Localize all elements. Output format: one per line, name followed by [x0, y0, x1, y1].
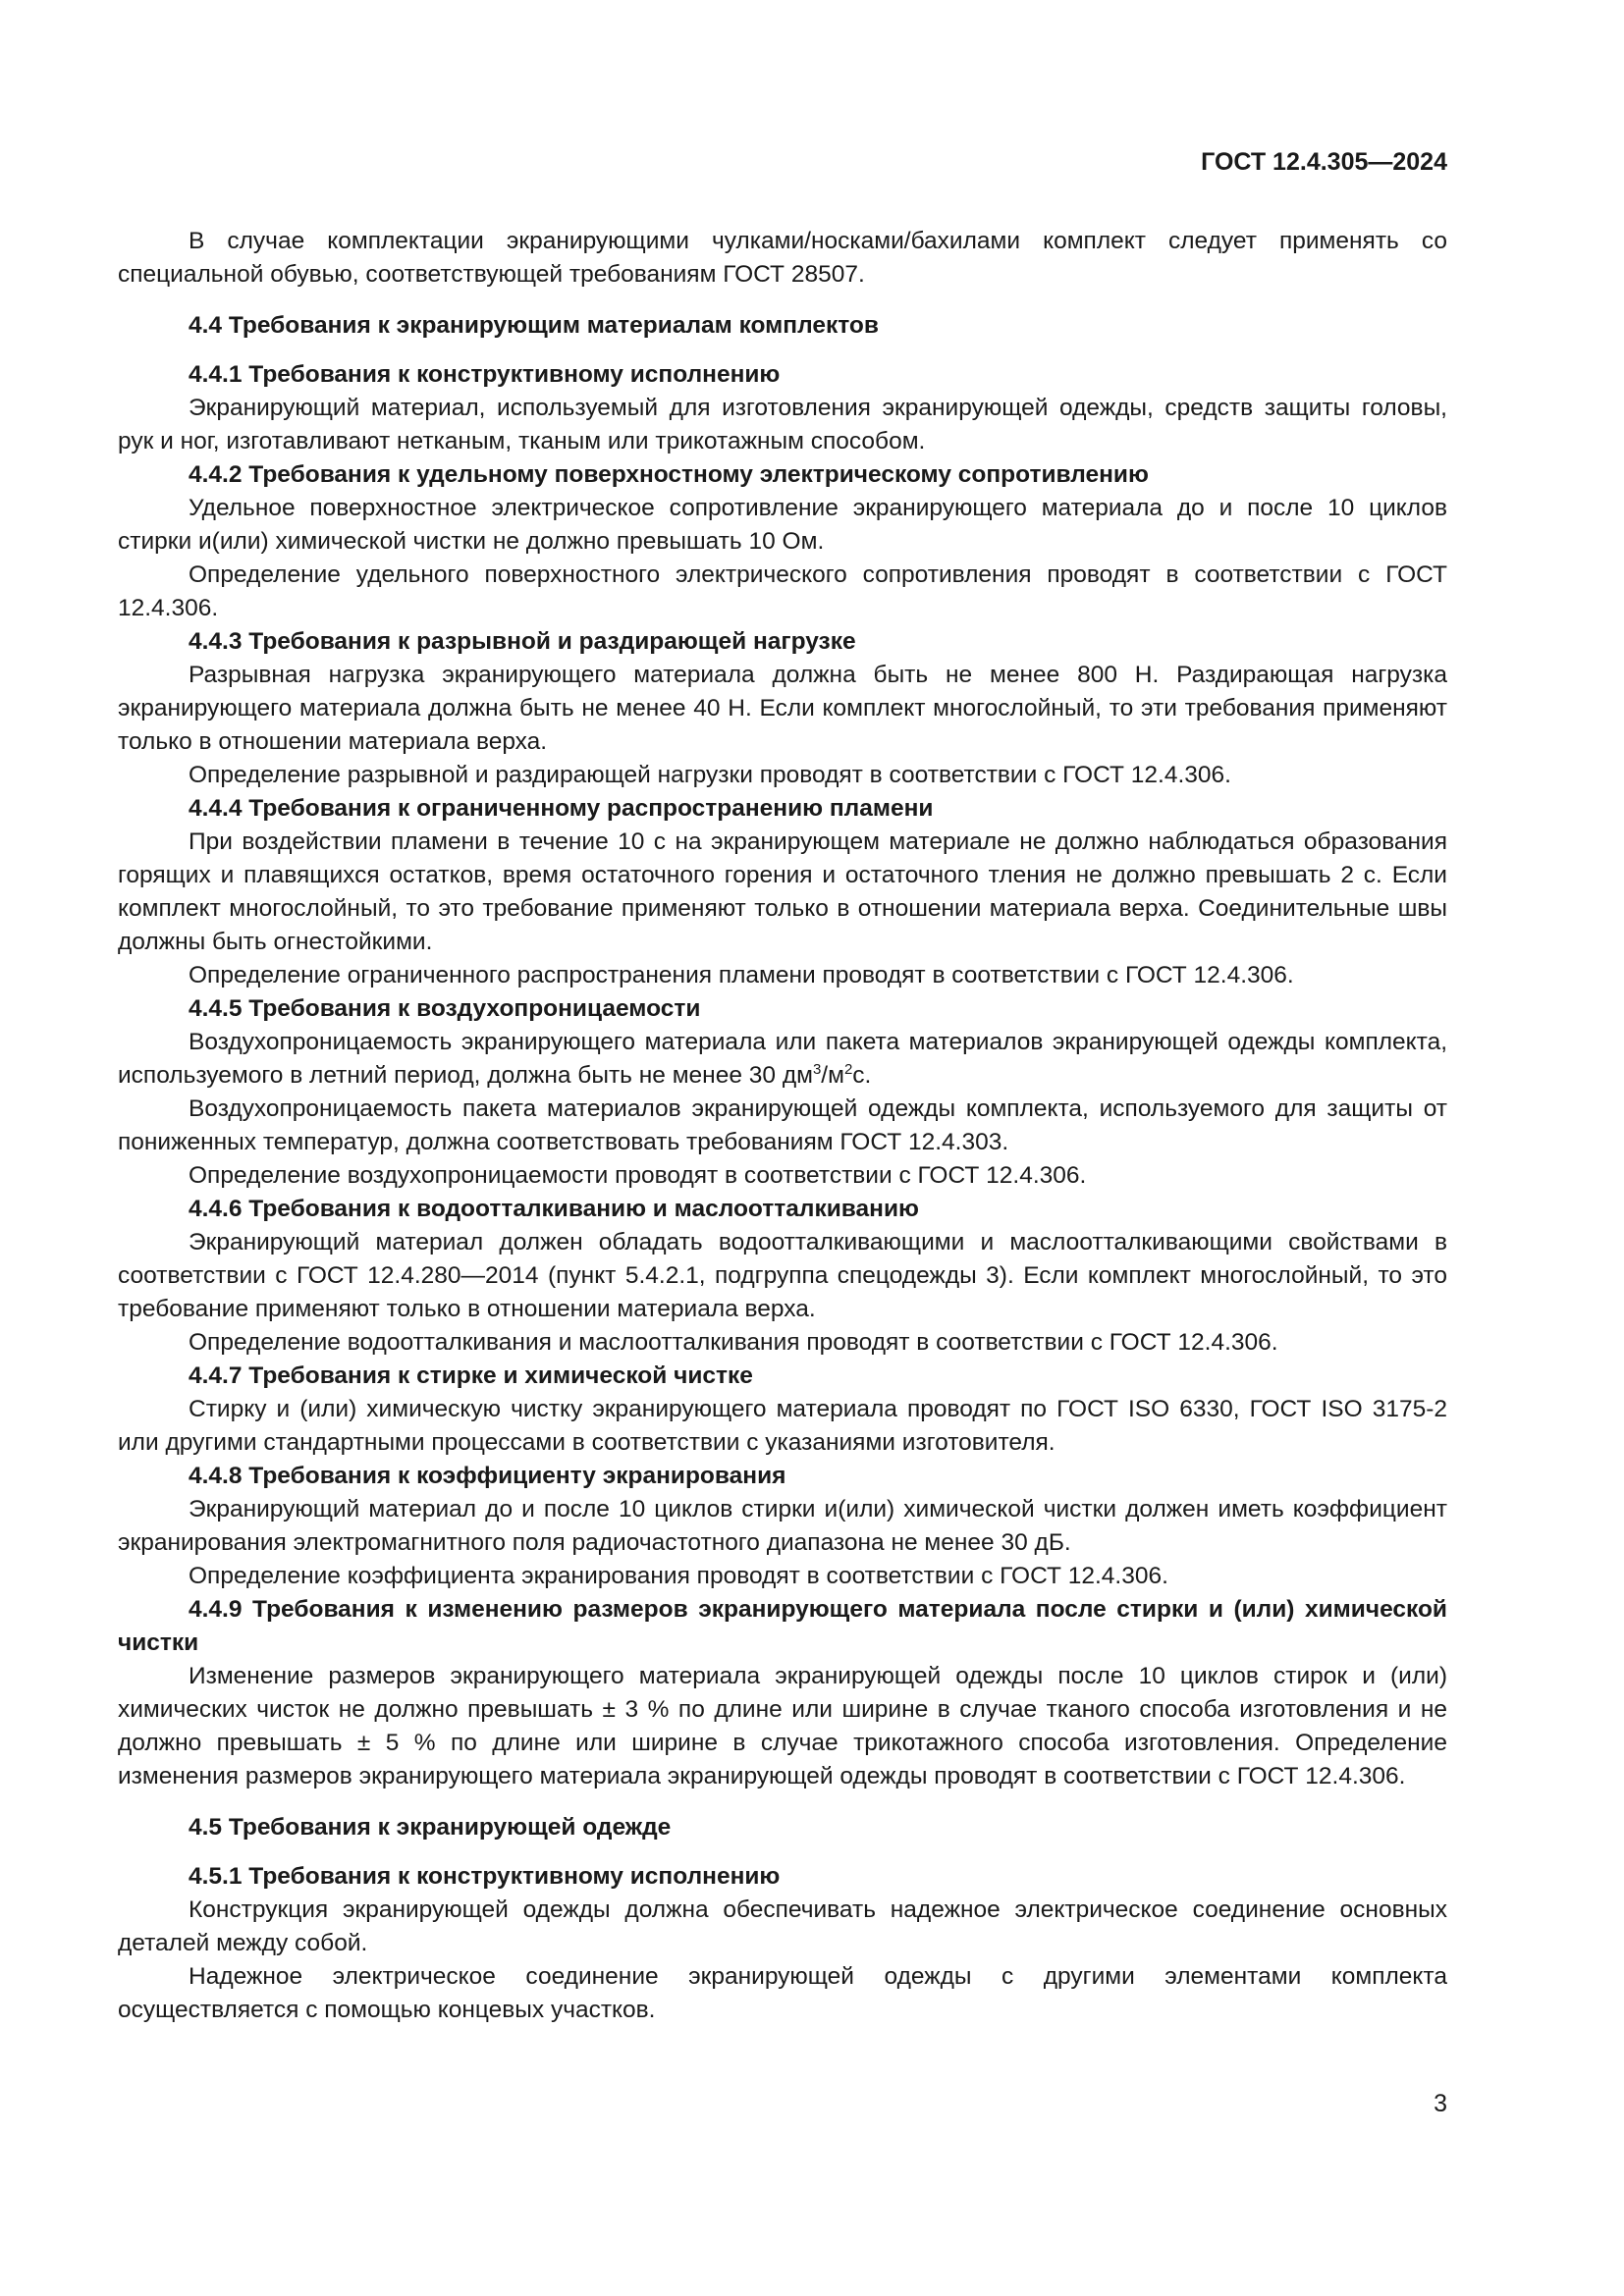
section-4-5-title: 4.5 Требования к экранирующей одежде [189, 1814, 672, 1841]
document-header: ГОСТ 12.4.305—2024 [1201, 148, 1447, 176]
paragraph: Экранирующий материал, используемый для изготовления экранирующей одежды, средств защиты головы, рук и ног, изготавливают нетканым, тканым или трикотажным способом. [118, 395, 1447, 454]
section-4-5-1-title: 4.5.1 Требования к конструктивному исполнению [189, 1863, 781, 1890]
section-4-4-1-title: 4.4.1 Требования к конструктивному исполнению [189, 361, 781, 388]
paragraph: Определение ограниченного распространения пламени проводят в соответствии с ГОСТ 12.4.306. [189, 962, 1294, 988]
paragraph: Определение разрывной и раздирающей нагрузки проводят в соответствии с ГОСТ 12.4.306. [189, 762, 1231, 788]
intro-paragraph: В случае комплектации экранирующими чулками/носками/бахилами комплект следует применять со специальной обувью, соответствующей требованиям ГОСТ 28507. [118, 228, 1447, 288]
paragraph: Определение воздухопроницаемости проводят в соответствии с ГОСТ 12.4.306. [189, 1162, 1087, 1189]
section-4-4-7-title: 4.4.7 Требования к стирке и химической чистке [189, 1362, 753, 1389]
text-run: Воздухопроницаемость экранирующего материала или пакета материалов экранирующей одежды комплекта, используемого в летний период, должна быть не менее 30 дм [118, 1029, 1447, 1089]
section-4-4-8-title: 4.4.8 Требования к коэффициенту экранирования [189, 1463, 786, 1489]
paragraph: Экранирующий материал до и после 10 циклов стирки и(или) химической чистки должен иметь коэффициент экранирования электромагнитного поля радиочастотного диапазона не менее 30 дБ. [118, 1496, 1447, 1556]
section-4-4-5-title: 4.4.5 Требования к воздухопроницаемости [189, 995, 701, 1022]
section-4-4-4-title: 4.4.4 Требования к ограниченному распространению пламени [189, 795, 934, 822]
section-4-4-9-title: 4.4.9 Требования к изменению размеров экранирующего материала после стирки и (или) химической чистки [118, 1596, 1447, 1656]
paragraph: Стирку и (или) химическую чистку экранирующего материала проводят по ГОСТ ISO 6330, ГОСТ ISO 3175-2 или другими стандартными процессами в соответствии с указаниями изготовителя. [118, 1396, 1447, 1456]
section-4-4-title: 4.4 Требования к экранирующим материалам комплектов [189, 312, 879, 339]
paragraph [118, 1026, 1447, 1093]
paragraph: Разрывная нагрузка экранирующего материала должна быть не менее 800 Н. Раздирающая нагрузка экранирующего материала должна быть не менее 40 Н. Если комплект многослойный, то эти требования применяют только в отношении материала верха. [118, 662, 1447, 755]
superscript: 2 [843, 1061, 853, 1078]
paragraph: Определение удельного поверхностного электрического сопротивления проводят в соответствии с ГОСТ 12.4.306. [118, 561, 1447, 621]
paragraph: Экранирующий материал должен обладать водоотталкивающими и маслоотталкивающими свойствами в соответствии с ГОСТ 12.4.280—2014 (пункт 5.4.2.1, подгруппа спецодежды 3). Если комплект многослойный, то это требование применяют только в отношении материала верха. [118, 1229, 1447, 1322]
paragraph: Надежное электрическое соединение экранирующей одежды с другими элементами комплекта осуществляется с помощью концевых участков. [118, 1963, 1447, 2023]
section-4-4-6-title: 4.4.6 Требования к водоотталкиванию и маслоотталкиванию [189, 1196, 919, 1222]
paragraph: Удельное поверхностное электрическое сопротивление экранирующего материала до и после 10 циклов стирки и(или) химической чистки не должно превышать 10 Ом. [118, 495, 1447, 555]
text-run: /м [821, 1062, 844, 1089]
section-4-4-2-title: 4.4.2 Требования к удельному поверхностному электрическому сопротивлению [189, 461, 1149, 488]
paragraph: Конструкция экранирующей одежды должна обеспечивать надежное электрическое соединение основных деталей между собой. [118, 1896, 1447, 1956]
superscript: 3 [812, 1061, 822, 1078]
paragraph: Воздухопроницаемость пакета материалов экранирующей одежды комплекта, используемого для защиты от пониженных температур, должна соответствовать требованиям ГОСТ 12.4.303. [118, 1095, 1447, 1155]
section-4-4-3-title: 4.4.3 Требования к разрывной и раздирающей нагрузке [189, 628, 856, 655]
paragraph: Определение водоотталкивания и маслоотталкивания проводят в соответствии с ГОСТ 12.4.306. [189, 1329, 1278, 1356]
paragraph: Изменение размеров экранирующего материала экранирующей одежды после 10 циклов стирок и (или) химических чисток не должно превышать ± 3 % по длине или ширине в случае тканого способа изготовления и не должно превышать ± 5 % по длине или ширине в случае трикотажного способа изготовления. Определение изменения размеров экранирующего материала экранирующей одежды проводят в соответствии с ГОСТ 12.4.306. [118, 1663, 1447, 1789]
paragraph: При воздействии пламени в течение 10 с на экранирующем материале не должно наблюдаться образования горящих и плавящихся остатков, время остаточного горения и остаточного тления не должно превышать 2 с. Если комплект многослойный, то это требование применяют только в отношении материала верха. Соединительные швы должны быть огнестойкими. [118, 828, 1447, 955]
text-run: с. [852, 1062, 872, 1089]
page-number: 3 [1434, 2090, 1447, 2117]
paragraph: Определение коэффициента экранирования проводят в соответствии с ГОСТ 12.4.306. [189, 1563, 1168, 1589]
document-body [118, 225, 1447, 2027]
